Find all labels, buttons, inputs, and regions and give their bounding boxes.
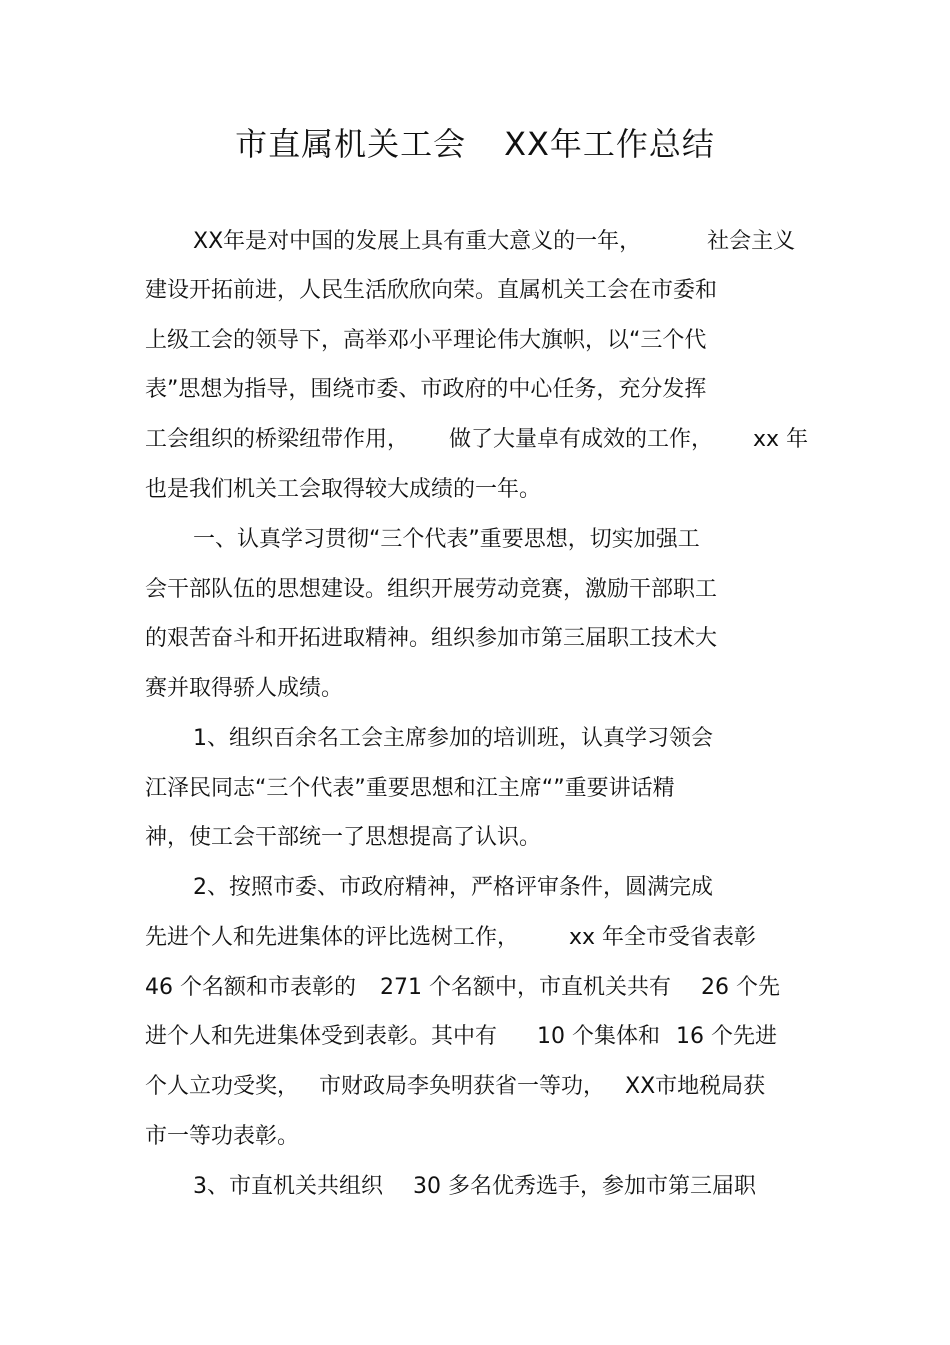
line-segment: 表”思想为指导，围绕市委、市政府的中心任务，充分发挥 [145, 377, 707, 402]
line-segment: 46 个名额和市表彰的 [145, 975, 356, 1000]
line-segment: 1、组织百余名工会主席参加的培训班，认真学习领会 [193, 726, 713, 751]
line-segment: XX市地税局获 [625, 1074, 766, 1099]
line-segment: 30 多名优秀选手，参加市第三届职 [413, 1174, 756, 1199]
line-segment: XX年是对中国的发展上具有重大意义的一年， [193, 229, 642, 254]
line-segment: 会干部队伍的思想建设。组织开展劳动竞赛，激励干部职工 [145, 577, 718, 602]
paragraph-line [145, 273, 717, 309]
line-segment: 3、市直机关共组织 [193, 1174, 383, 1199]
paragraph-line [145, 472, 541, 508]
line-segment: 10 个集体和 [537, 1024, 661, 1049]
paragraph-line [145, 970, 780, 1006]
paragraph-line [193, 870, 713, 906]
line-segment: 个人立功受奖， [145, 1074, 300, 1099]
document-title [0, 118, 950, 170]
paragraph-line [193, 224, 795, 260]
paragraph-line [145, 621, 717, 657]
line-segment: xx 年全市受省表彰 [569, 925, 757, 950]
paragraph-line [145, 372, 706, 408]
paragraph-line [145, 820, 541, 856]
line-segment: 神，使工会干部统一了思想提高了认识。 [145, 825, 542, 850]
title-part-2: XX年工作总结 [504, 125, 715, 163]
paragraph-line [145, 1069, 765, 1105]
paragraph-line [145, 1019, 777, 1055]
line-segment: 工会组织的桥梁纽带作用， [145, 427, 410, 452]
paragraph-line [193, 1169, 756, 1205]
line-segment: 的艰苦奋斗和开拓进取精神。组织参加市第三届职工技术大 [145, 626, 718, 651]
line-segment: 社会主义 [707, 229, 796, 254]
line-segment: 26 个先 [701, 975, 780, 1000]
line-segment: 建设开拓前进，人民生活欣欣向荣。直属机关工会在市委和 [145, 278, 718, 303]
title-part-1: 市直属机关工会 [235, 125, 467, 163]
line-segment: 做了大量卓有成效的工作， [449, 427, 714, 452]
line-segment: 江泽民同志“三个代表”重要思想和江主席“”重要讲话精 [145, 776, 675, 801]
line-segment: 一、认真学习贯彻“三个代表”重要思想，切实加强工 [193, 527, 700, 552]
paragraph-line [145, 572, 717, 608]
line-segment: 先进个人和先进集体的评比选树工作， [145, 925, 520, 950]
line-segment: xx 年 [753, 427, 809, 452]
line-segment: 赛并取得骄人成绩。 [145, 676, 344, 701]
paragraph-line [193, 522, 700, 558]
paragraph-line [145, 920, 756, 956]
paragraph-line [145, 323, 706, 359]
paragraph-line [145, 771, 675, 807]
paragraph-line [145, 422, 808, 458]
line-segment: 271 个名额中，市直机关共有 [380, 975, 671, 1000]
line-segment: 上级工会的领导下，高举邓小平理论伟大旗帜，以“三个代 [145, 328, 707, 353]
paragraph-line [193, 721, 713, 757]
line-segment: 2、按照市委、市政府精神，严格评审条件，圆满完成 [193, 875, 713, 900]
paragraph-line [145, 1119, 299, 1155]
line-segment: 16 个先进 [676, 1024, 778, 1049]
line-segment: 市一等功表彰。 [145, 1124, 300, 1149]
line-segment: 市财政局李奂明获省一等功， [319, 1074, 606, 1099]
line-segment: 进个人和先进集体受到表彰。其中有 [145, 1024, 498, 1049]
paragraph-line [145, 671, 343, 707]
line-segment: 也是我们机关工会取得较大成绩的一年。 [145, 477, 542, 502]
